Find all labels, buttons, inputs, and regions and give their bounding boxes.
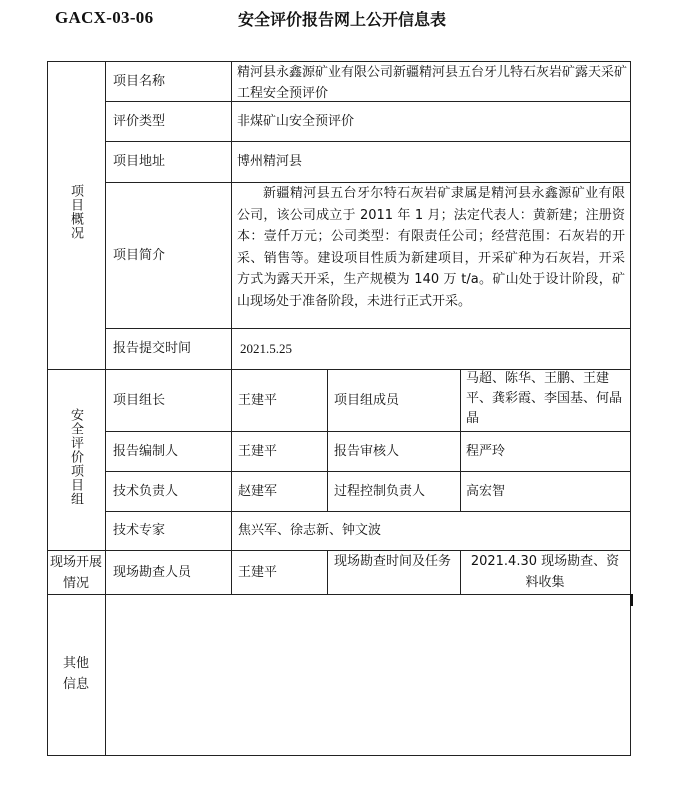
column-divider [327, 550, 328, 594]
project-address-value: 博州精河县 [237, 154, 303, 169]
report-date-label: 报告提交时间 [113, 341, 192, 356]
process-control-value: 高宏智 [466, 483, 506, 499]
section-divider [47, 594, 631, 595]
document-title: 安全评价报告网上公开信息表 [238, 10, 447, 29]
column-divider [460, 369, 461, 511]
site-surveyor-value: 王建平 [238, 564, 278, 580]
project-address-label: 项目地址 [113, 154, 166, 169]
survey-task-label: 现场勘查时间及任务 [334, 554, 452, 569]
tech-lead-value: 赵建军 [238, 483, 278, 499]
tech-experts-label: 技术专家 [113, 523, 166, 538]
document-code: GACX-03-06 [55, 8, 154, 27]
project-name-value: 精河县永鑫源矿业有限公司新疆精河县五台牙儿特石灰岩矿露天采矿工程安全预评价 [237, 65, 628, 101]
site-surveyor-label: 现场勘查人员 [113, 564, 192, 580]
column-divider [105, 61, 106, 756]
survey-task-value: 2021.4.30 现场勘查、资料收集 [470, 554, 620, 590]
section-team: 安全评价项目组 [68, 408, 83, 506]
row-divider [105, 141, 631, 142]
project-intro-value: 新疆精河县五台牙尔特石灰岩矿隶属是精河县永鑫源矿业有限公司，该公司成立于 2011 年 1 月；法定代表人：黄新建；注册资本：壹仟万元；公司类型：有限责任公司；经营范围：石灰岩的开采、销售等。建设项目性质为新建项目，开采矿种为石灰岩，开采方式为露天开采，生产规模为 140 万 t/a。矿山处于设计阶段，矿山现场处于准备阶段，未进行正式开采。 [237, 186, 625, 309]
report-reviewer-label: 报告审核人 [334, 443, 400, 459]
evaluation-type-label: 评价类型 [113, 113, 166, 129]
section-overview: 项目概况 [68, 184, 83, 240]
report-date-value: 2021.5.25 [240, 341, 292, 356]
section-site: 现场开展情况 [50, 555, 103, 591]
column-divider [460, 550, 461, 594]
team-members-value: 马超、陈华、王鹏、王建平、龚彩霞、李国基、何晶晶 [466, 371, 623, 426]
project-name-label: 项目名称 [113, 73, 166, 89]
evaluation-type-value: 非煤矿山安全预评价 [237, 113, 355, 129]
report-reviewer-value: 程严玲 [466, 443, 506, 459]
project-intro-label: 项目简介 [113, 247, 166, 263]
team-members-label: 项目组成员 [334, 392, 400, 408]
tech-experts-value: 焦兴军、徐志新、钟文波 [238, 523, 382, 538]
report-author-label: 报告编制人 [113, 443, 179, 459]
edge-mark [630, 594, 633, 606]
process-control-label: 过程控制负责人 [334, 483, 426, 499]
section-other: 其他信息 [62, 656, 89, 692]
report-author-value: 王建平 [238, 443, 278, 459]
column-divider [231, 61, 232, 594]
column-divider [327, 369, 328, 511]
team-leader-value: 王建平 [238, 392, 278, 408]
team-leader-label: 项目组长 [113, 392, 166, 408]
tech-lead-label: 技术负责人 [113, 483, 179, 499]
